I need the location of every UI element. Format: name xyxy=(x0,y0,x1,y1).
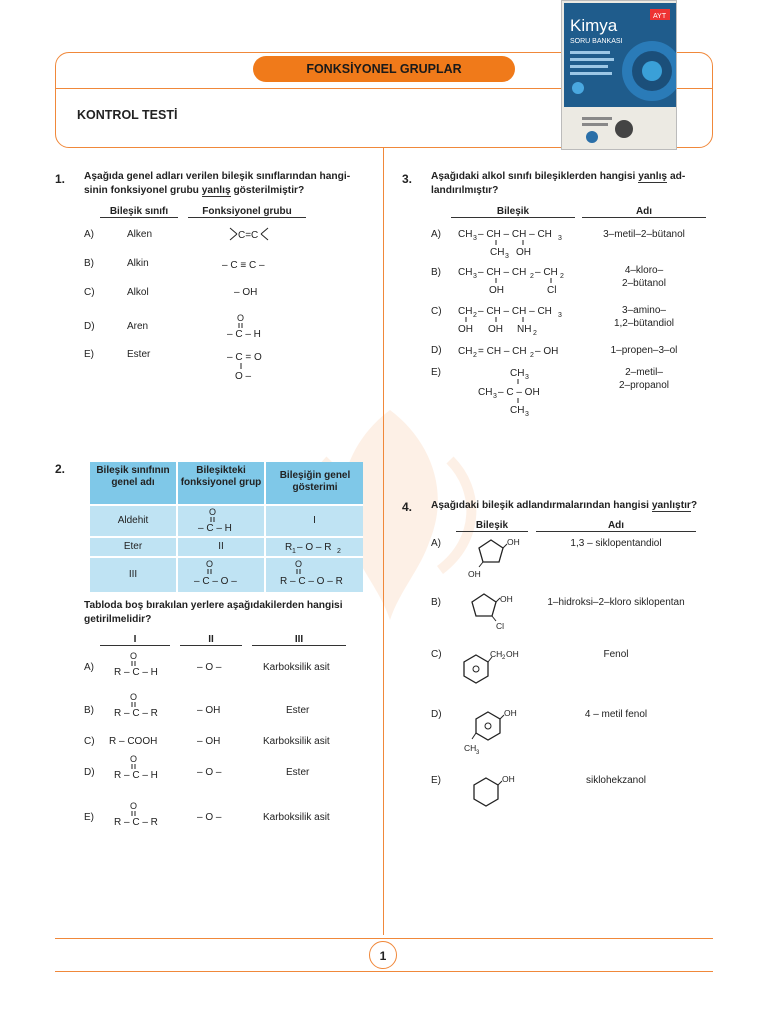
q4-option-c-name: Fenol xyxy=(603,649,629,660)
q2-option-b-ii: – OH xyxy=(197,705,221,716)
svg-text:3: 3 xyxy=(473,273,477,280)
q2-option-c-letter[interactable]: C) xyxy=(84,736,95,747)
q4-option-e-letter[interactable]: E) xyxy=(431,775,441,786)
svg-text:Cl: Cl xyxy=(547,285,557,296)
q4-option-d-structure xyxy=(460,704,530,762)
q4-col-header-name: Adı xyxy=(536,520,696,532)
book-cover-art xyxy=(562,1,677,150)
q3-option-e-letter[interactable]: E) xyxy=(431,367,441,378)
page-number: 1 xyxy=(369,941,397,969)
q3-number: 3. xyxy=(402,172,413,186)
q4-option-d-name: 4 – metil fenol xyxy=(584,709,648,720)
q2-header-3: Bileşiğin genel gösterimi xyxy=(279,470,351,493)
q3-text-post: ad- xyxy=(667,171,686,182)
svg-text:O: O xyxy=(209,507,217,517)
svg-text:CH: CH xyxy=(458,267,473,278)
q3-option-c-name: 3–amino– 1,2–bütandiol xyxy=(613,305,675,329)
q1-option-e-class: Ester xyxy=(127,349,151,360)
svg-text:R – C – R: R – C – R xyxy=(114,817,158,828)
q3-option-c-letter[interactable]: C) xyxy=(431,306,442,317)
q2-row1-formula: I xyxy=(313,515,316,526)
q4-option-e-structure xyxy=(460,770,520,816)
svg-text:2: 2 xyxy=(502,655,506,661)
q2-option-d-ii: – O – xyxy=(197,767,222,778)
cover-badge: AYT xyxy=(653,13,667,20)
q2-text-line2: getirilmelidir? xyxy=(84,613,152,625)
q4-option-d-letter[interactable]: D) xyxy=(431,709,442,720)
q1-option-d-group xyxy=(225,312,275,340)
q3-option-d-name: 1–propen–3–ol xyxy=(610,345,678,356)
q1-text-underlined: yanlış xyxy=(201,184,231,196)
page-title: FONKSİYONEL GRUPLAR xyxy=(253,56,515,82)
q1-text-post: gösterilmiştir? xyxy=(230,184,305,196)
q2-option-c-i: R – COOH xyxy=(109,736,158,747)
svg-text:R: R xyxy=(285,542,293,553)
svg-text:O: O xyxy=(206,559,214,569)
q4-option-e-name: siklohekzanol xyxy=(585,775,647,786)
q2-row3-group xyxy=(192,558,252,588)
q2-option-e-ii: – O – xyxy=(197,812,222,823)
q2-header-1: Bileşik sınıfının genel adı xyxy=(96,465,170,488)
q1-option-c-group: – OH xyxy=(234,287,258,298)
q3-option-d-formula xyxy=(456,341,576,359)
svg-text:3: 3 xyxy=(473,235,477,242)
svg-text:3: 3 xyxy=(493,393,497,400)
q2-option-a-i xyxy=(112,650,172,678)
svg-text:1: 1 xyxy=(292,548,296,555)
svg-text:OH: OH xyxy=(489,285,504,296)
svg-text:Cl: Cl xyxy=(496,621,505,631)
q2-option-e-iii: Karboksilik asit xyxy=(263,812,330,823)
svg-text:– O – R: – O – R xyxy=(297,542,332,553)
svg-text:– OH: – OH xyxy=(535,346,559,357)
svg-text:– CH – CH – CH: – CH – CH – CH xyxy=(478,306,552,317)
q2-option-b-iii: Ester xyxy=(286,705,310,716)
q2-col-header-ii: II xyxy=(180,634,242,646)
q3-text-underlined: yanlış xyxy=(638,171,668,182)
svg-text:3: 3 xyxy=(476,750,480,756)
q4-option-a-letter[interactable]: A) xyxy=(431,538,441,549)
q3-option-d-letter[interactable]: D) xyxy=(431,345,442,356)
q2-option-d-iii: Ester xyxy=(286,767,310,778)
cover-series: SORU BANKASI xyxy=(570,38,623,45)
svg-text:– C – O –: – C – O – xyxy=(194,576,237,587)
q1-text-line1: Aşağıda genel adları verilen bileşik sınıflarından hangi- xyxy=(84,171,351,182)
q3-text xyxy=(431,170,716,197)
q4-col-header-compound: Bileşik xyxy=(456,520,528,532)
q4-number: 4. xyxy=(402,500,413,514)
svg-text:CH: CH xyxy=(464,743,477,753)
svg-text:3: 3 xyxy=(505,253,509,258)
svg-text:R – C – H: R – C – H xyxy=(114,667,158,678)
svg-text:2: 2 xyxy=(560,273,564,280)
q4-text-post: ? xyxy=(690,500,698,511)
q3-text-pre: Aşağıdaki alkol sınıfı bileşiklerden hangisi xyxy=(431,171,639,182)
svg-text:OH: OH xyxy=(516,247,531,258)
svg-text:CH: CH xyxy=(510,368,525,379)
svg-text:– C = O: – C = O xyxy=(227,352,262,363)
svg-text:O: O xyxy=(130,754,138,764)
svg-text:2: 2 xyxy=(530,352,534,359)
footer-line-bottom xyxy=(55,971,713,972)
q2-table-divider xyxy=(264,462,266,592)
svg-text:OH: OH xyxy=(500,594,513,604)
q3-option-e-name: 2–metil– 2–propanol xyxy=(618,367,670,391)
svg-text:2: 2 xyxy=(337,548,341,555)
svg-text:CH: CH xyxy=(478,387,493,398)
svg-text:CH: CH xyxy=(510,405,525,416)
svg-text:2: 2 xyxy=(473,352,477,359)
q4-option-b-structure xyxy=(466,588,526,634)
test-title: KONTROL TESTİ xyxy=(77,108,178,122)
q2-option-c-ii: – OH xyxy=(197,736,221,747)
svg-text:– CH: – CH xyxy=(535,267,558,278)
svg-text:O: O xyxy=(130,692,138,702)
q2-option-b-i xyxy=(112,691,172,719)
svg-text:= CH – CH: = CH – CH xyxy=(478,346,527,357)
q2-table-divider xyxy=(90,536,363,538)
svg-text:CH: CH xyxy=(458,346,473,357)
q2-option-e-letter[interactable]: E) xyxy=(84,812,94,823)
q1-option-d-class: Aren xyxy=(127,321,149,332)
q3-option-e-formula xyxy=(476,364,556,418)
svg-text:O –: O – xyxy=(235,371,252,381)
q1-text-pre: sinin fonksiyonel grubu xyxy=(84,184,202,196)
q3-text-line1 xyxy=(431,170,716,184)
svg-text:C=C: C=C xyxy=(238,230,259,241)
svg-text:OH: OH xyxy=(458,324,473,335)
q2-row2-name: Eter xyxy=(123,541,143,552)
svg-text:R – C – R: R – C – R xyxy=(114,708,158,719)
svg-text:O: O xyxy=(130,651,138,661)
q2-option-a-iii: Karboksilik asit xyxy=(263,662,330,673)
q2-option-d-letter[interactable]: D) xyxy=(84,767,95,778)
q4-text xyxy=(431,499,716,513)
q3-option-b-name: 4–kloro– 2–bütanol xyxy=(622,265,666,289)
q1-option-c-letter[interactable]: C) xyxy=(84,287,95,298)
q3-col-header-name: Adı xyxy=(582,206,706,218)
q1-col-header-group: Fonksiyonel grubu xyxy=(188,206,306,218)
svg-text:O: O xyxy=(237,313,245,323)
svg-text:3: 3 xyxy=(525,411,529,418)
svg-text:R – C – H: R – C – H xyxy=(114,770,158,781)
q3-option-b-formula xyxy=(456,262,576,296)
svg-text:O: O xyxy=(130,801,138,811)
q2-row3-formula xyxy=(278,558,354,588)
q4-text-underlined: yanlıştır xyxy=(651,500,691,511)
q1-option-e-letter[interactable]: E) xyxy=(84,349,94,360)
svg-text:2: 2 xyxy=(473,312,477,319)
svg-text:OH: OH xyxy=(504,708,517,718)
q4-option-b-letter[interactable]: B) xyxy=(431,597,441,608)
q1-option-d-letter[interactable]: D) xyxy=(84,321,95,332)
svg-text:OH: OH xyxy=(488,324,503,335)
svg-text:– C – H: – C – H xyxy=(198,523,232,534)
svg-text:CH: CH xyxy=(490,649,503,659)
svg-text:2: 2 xyxy=(530,273,534,280)
cover-brand: Kimya xyxy=(570,16,618,35)
q1-option-b-group: – C ≡ C – xyxy=(222,260,265,271)
q2-number: 2. xyxy=(55,462,66,476)
svg-text:CH: CH xyxy=(458,229,473,240)
svg-text:– CH – CH – CH: – CH – CH – CH xyxy=(478,229,552,240)
svg-text:OH: OH xyxy=(507,537,520,547)
q4-option-c-letter[interactable]: C) xyxy=(431,649,442,660)
svg-text:NH: NH xyxy=(517,324,532,335)
svg-text:OH: OH xyxy=(468,569,481,579)
q3-text-line2: landırılmıştır? xyxy=(431,184,499,196)
q2-option-d-i xyxy=(112,753,172,781)
svg-text:– C – H: – C – H xyxy=(227,329,261,340)
q1-option-a-group xyxy=(228,225,272,243)
q3-option-c-formula xyxy=(456,301,576,337)
q2-text xyxy=(84,599,374,626)
q4-option-a-name: 1,3 – siklopentandiol xyxy=(570,538,662,549)
svg-text:3: 3 xyxy=(558,312,562,319)
q4-option-a-structure xyxy=(466,534,526,582)
svg-text:3: 3 xyxy=(525,374,529,381)
q2-col-header-iii: III xyxy=(252,634,346,646)
svg-text:– C – OH: – C – OH xyxy=(498,387,540,398)
q3-option-a-formula xyxy=(456,224,576,258)
q2-table-divider xyxy=(176,462,178,592)
q1-option-a-letter[interactable]: A) xyxy=(84,229,94,240)
svg-text:OH: OH xyxy=(502,774,515,784)
q3-col-header-compound: Bileşik xyxy=(451,206,575,218)
svg-text:– CH – CH: – CH – CH xyxy=(478,267,527,278)
svg-text:CH: CH xyxy=(490,247,505,258)
q2-option-a-ii: – O – xyxy=(197,662,222,673)
q2-row2-formula xyxy=(283,539,347,555)
q2-row1-name: Aldehit xyxy=(117,515,149,526)
svg-text:CH: CH xyxy=(458,306,473,317)
q3-option-a-name: 3–metil–2–bütanol xyxy=(603,229,685,240)
q1-text xyxy=(84,170,374,197)
q1-option-b-letter[interactable]: B) xyxy=(84,258,94,269)
q3-option-b-letter[interactable]: B) xyxy=(431,267,441,278)
q2-row3-name: III xyxy=(128,569,138,580)
q3-option-a-letter[interactable]: A) xyxy=(431,229,441,240)
q2-option-c-iii: Karboksilik asit xyxy=(263,736,330,747)
q4-text-pre: Aşağıdaki bileşik adlandırmalarından hangisi xyxy=(431,500,652,511)
q1-col-header-class: Bileşik sınıfı xyxy=(100,206,178,218)
q1-number: 1. xyxy=(55,172,66,186)
q1-text-line2 xyxy=(84,184,374,198)
q2-option-a-letter[interactable]: A) xyxy=(84,662,94,673)
footer-line-top xyxy=(55,938,713,939)
svg-text:O: O xyxy=(295,559,303,569)
svg-text:3: 3 xyxy=(558,235,562,242)
q1-option-c-class: Alkol xyxy=(127,287,149,298)
q1-option-e-group xyxy=(225,349,275,381)
q4-option-b-name: 1–hidroksi–2–kloro siklopentan xyxy=(547,597,685,608)
q2-header-2: Bileşikteki fonksiyonel grup xyxy=(180,465,262,488)
book-cover-image xyxy=(561,0,677,150)
svg-text:R – C – O – R: R – C – O – R xyxy=(280,576,343,587)
q2-text-line1: Tabloda boş bırakılan yerlere aşağıdakilerden hangisi xyxy=(84,600,343,611)
q1-option-a-class: Alken xyxy=(127,229,153,240)
q2-option-b-letter[interactable]: B) xyxy=(84,705,94,716)
q2-col-header-i: I xyxy=(100,634,170,646)
q4-option-c-structure xyxy=(458,645,528,693)
q2-row1-group xyxy=(196,506,246,534)
q1-option-b-class: Alkin xyxy=(127,258,149,269)
q2-option-e-i xyxy=(112,800,172,828)
svg-text:2: 2 xyxy=(533,330,537,337)
q2-row2-group: II xyxy=(218,541,224,552)
svg-text:OH: OH xyxy=(506,649,519,659)
